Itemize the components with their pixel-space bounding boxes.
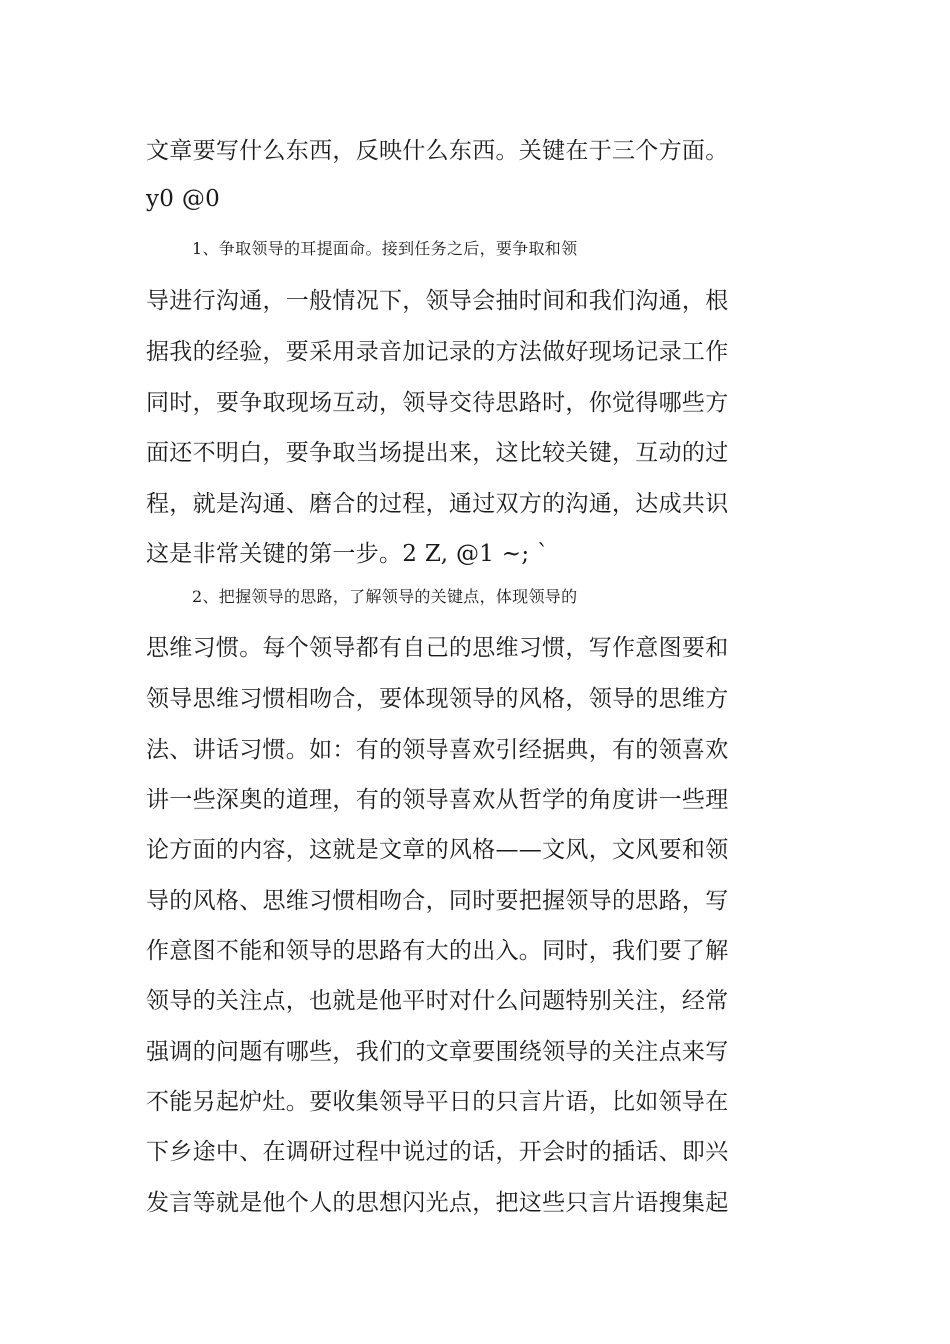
text-line: 这是非常关键的第一步。2 Z, @1 ~; ` — [146, 541, 549, 567]
paragraph-1-first-line: 1、争取领导的耳提面命。接到任务之后，要争取和领 — [192, 239, 578, 258]
text-line: 领导的关注点，也就是他平时对什么问题特别关注，经常 — [146, 988, 729, 1014]
text-line: 讲一些深奥的道理，有的领导喜欢从哲学的角度讲一些理 — [146, 787, 729, 813]
text-line: 导进行沟通，一般情况下，领导会抽时间和我们沟通，根 — [146, 288, 729, 314]
text-line: 发言等就是他个人的思想闪光点，把这些只言片语搜集起 — [146, 1190, 729, 1216]
text-line: 据我的经验，要采用录音加记录的方法做好现场记录工作 — [146, 339, 729, 365]
text-line: 导的风格、思维习惯相吻合，同时要把握领导的思路，写 — [146, 888, 729, 914]
text-line: 思维习惯。每个领导都有自己的思维习惯，写作意图要和 — [146, 635, 729, 661]
text-line: 强调的问题有哪些，我们的文章要围绕领导的关注点来写 — [146, 1039, 729, 1065]
text-line: 面还不明白，要争取当场提出来，这比较关键，互动的过 — [146, 440, 729, 466]
text-line: 论方面的内容，这就是文章的风格——文风，文风要和领 — [146, 837, 729, 863]
text-line: 法、讲话习惯。如：有的领导喜欢引经据典，有的领喜欢 — [146, 737, 729, 763]
text-line: 领导思维习惯相吻合，要体现领导的风格，领导的思维方 — [146, 686, 729, 712]
text-line: 程，就是沟通、磨合的过程，通过双方的沟通，达成共识 — [146, 491, 729, 517]
text-line: 文章要写什么东西，反映什么东西。关键在于三个方面。 — [146, 138, 729, 164]
text-line: y0 @0 — [146, 186, 221, 212]
text-line: 下乡途中、在调研过程中说过的话，开会时的插话、即兴 — [146, 1139, 729, 1165]
text-line: 不能另起炉灶。要收集领导平日的只言片语，比如领导在 — [146, 1089, 729, 1115]
paragraph-2-first-line: 2、把握领导的思路，了解领导的关键点，体现领导的 — [192, 587, 578, 606]
text-line: 同时，要争取现场互动，领导交待思路时，你觉得哪些方 — [146, 390, 729, 416]
text-line: 作意图不能和领导的思路有大的出入。同时，我们要了解 — [146, 938, 729, 964]
